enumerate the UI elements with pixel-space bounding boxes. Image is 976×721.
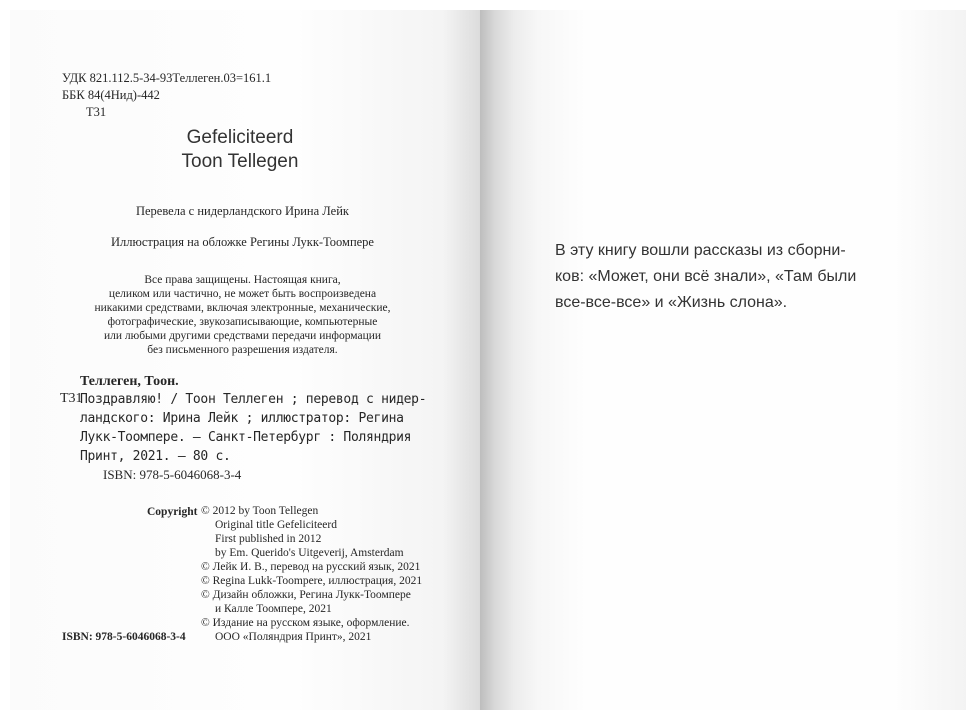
- translator-line: Перевела с нидерландского Ирина Лейк: [135, 204, 349, 218]
- rights-line: никакими средствами, включая электронные, механические,: [94, 302, 391, 314]
- rights-line: фотографические, звукозаписывающие, компьютерные: [107, 316, 378, 328]
- copyright-line: ООО «Поляндрия Принт», 2021: [215, 631, 372, 643]
- udk-code: УДК 821.112.5-34-93Теллеген.03=161.1: [62, 71, 272, 85]
- bbk-code: ББК 84(4Нид)-442: [62, 88, 160, 102]
- note-line: ков: «Может, они всё знали», «Там были: [555, 268, 857, 285]
- bottom-isbn: ISBN: 978-5-6046068-3-4: [62, 631, 186, 643]
- rights-notice: [60, 273, 425, 357]
- rights-line: Все права защищены. Настоящая книга,: [144, 274, 341, 286]
- illustrator-line: Иллюстрация на обложке Регины Лукк-Тоомпере: [111, 235, 374, 249]
- note-line: В эту книгу вошли рассказы из сборни-: [555, 242, 846, 259]
- right-page-note: [555, 238, 885, 316]
- catalog-isbn: ISBN: 978-5-6046068-3-4: [103, 467, 242, 482]
- catalog-line: Поздравляю! / Тоон Теллеген ; перевод с нидер-: [80, 392, 427, 407]
- catalog-heading: Теллеген, Тоон.: [80, 374, 179, 389]
- copyright-line: © 2012 by Toon Tellegen: [201, 505, 319, 517]
- rights-line: без письменного разрешения издателя.: [147, 344, 338, 356]
- copyright-line: © Лейк И. В., перевод на русский язык, 2021: [201, 561, 421, 573]
- original-title: Gefeliciteerd: [186, 127, 294, 148]
- catalog-line: ландского: Ирина Лейк ; иллюстратор: Регина: [80, 411, 404, 426]
- catalog-line: Лукк-Тоомпере. — Санкт-Петербург : Поляндрия: [80, 430, 412, 445]
- copyright-line: First published in 2012: [215, 533, 322, 545]
- catalog-entry: [80, 390, 426, 466]
- rights-line: или любыми другими средствами передачи информации: [103, 330, 382, 342]
- copyright-block: [201, 504, 422, 644]
- copyright-label: Copyright: [147, 506, 198, 518]
- copyright-line: Original title Gefeliciteerd: [215, 519, 337, 531]
- right-page: [480, 10, 966, 710]
- original-author: Toon Tellegen: [181, 151, 299, 172]
- copyright-line: и Калле Тоомпере, 2021: [215, 603, 332, 615]
- note-line: все-все-все» и «Жизнь слона».: [555, 294, 788, 311]
- catalog-line: Принт, 2021. — 80 с.: [80, 449, 231, 464]
- copyright-line: © Regina Lukk-Toompere, иллюстрация, 2021: [201, 575, 423, 587]
- author-mark: Т31: [86, 105, 107, 119]
- catalog-code: Т31: [60, 391, 83, 406]
- copyright-line: by Em. Querido's Uitgeverij, Amsterdam: [215, 547, 404, 559]
- copyright-line: © Издание на русском языке, оформление.: [201, 617, 410, 629]
- book-spread: [10, 10, 966, 710]
- copyright-line: © Дизайн обложки, Регина Лукк-Тоомпере: [201, 589, 411, 601]
- rights-line: целиком или частично, не может быть воспроизведена: [108, 288, 377, 300]
